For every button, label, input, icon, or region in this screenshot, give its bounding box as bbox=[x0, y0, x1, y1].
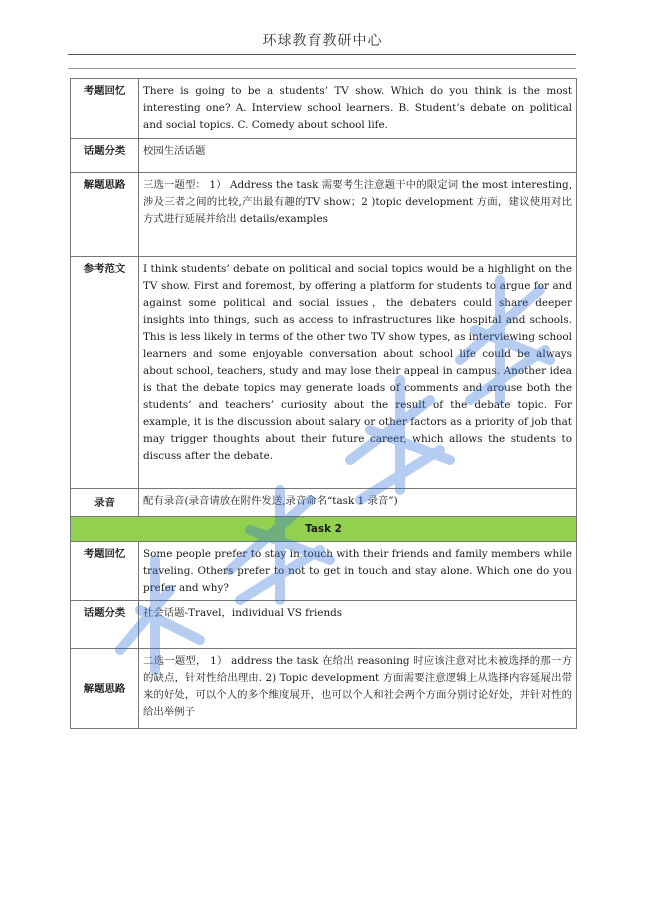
table-row bbox=[71, 257, 577, 489]
row-content-recording: 配有录音(录音请放在附件发送,录音命名“task 1 录音”) bbox=[139, 489, 577, 517]
row-content-approach-2: 二选一题型， 1） address the task 在给出 reasoning 时应该注意对比未被选择的那一方的缺点，针对性给出理由. 2) Topic development 方面需要注意逻辑上从选择内容延展出带来的好处，可以个人的多个维度展开，也可以个人和社会两个方面分别讨论好处，并针对性的给出举例子 bbox=[139, 649, 577, 729]
page-header-title: 环球教育教研中心 bbox=[262, 33, 383, 49]
row-label-approach-2: 解题思路 bbox=[71, 649, 139, 729]
row-content-recall: There is going to be a students’ TV show. Which do you think is the most interesting one? A. Interview school learners. B. Student’s debate on political and social topics. C. Comedy about school life. bbox=[139, 79, 577, 139]
table-row bbox=[71, 517, 577, 542]
table-row bbox=[71, 649, 577, 729]
table-row bbox=[71, 139, 577, 173]
task-table bbox=[70, 78, 577, 729]
row-label-recording: 录音 bbox=[71, 489, 139, 517]
row-label-approach: 解题思路 bbox=[71, 173, 139, 257]
row-label-category: 话题分类 bbox=[71, 139, 139, 173]
table-row bbox=[71, 489, 577, 517]
table-row bbox=[71, 601, 577, 649]
header-divider bbox=[68, 54, 576, 55]
table-row bbox=[71, 79, 577, 139]
header-divider-secondary bbox=[68, 68, 576, 69]
row-label-category-2: 话题分类 bbox=[71, 601, 139, 649]
table-row bbox=[71, 542, 577, 601]
row-content-recall-2: Some people prefer to stay in touch with their friends and family members while traveling. Others prefer to not to get in touch and stay alone. Which one do you prefer and why? bbox=[139, 542, 577, 601]
row-label-recall: 考题回忆 bbox=[71, 79, 139, 139]
row-content-category-2: 社会话题-Travel，individual VS friends bbox=[139, 601, 577, 649]
row-label-recall-2: 考题回忆 bbox=[71, 542, 139, 601]
row-content-category: 校园生活话题 bbox=[139, 139, 577, 173]
row-label-sample: 参考范文 bbox=[71, 257, 139, 489]
table-row bbox=[71, 173, 577, 257]
task2-header: Task 2 bbox=[71, 517, 577, 542]
row-content-approach: 三选一题型： 1） Address the task 需要考生注意题干中的限定词 the most interesting,涉及三者之间的比较,产出最有趣的TV show；2 )topic development 方面，建议使用对比方式进行延展并给出 details/examples bbox=[139, 173, 577, 257]
row-content-sample: I think students’ debate on political and social topics would be a highlight on the TV show. First and foremost, by offering a platform for students to argue for and against some political and social issues，the debaters could share deeper insights into things, such as access to infrastructures like hospital and schools. This is less likely in terms of the other two TV show types, as interviewing school learners and some enjoyable conversation about school life could be always about school, teachers, study and may lose their appeal in campus. Another idea is that the debate topics may generate loads of comments and arouse both the students’ and teachers’ curiosity about the result of the debate topic. For example, it is the discussion about salary or other factors as a priority of job that may trigger thoughts about their future career, which allows the students to discuss after the debate. bbox=[139, 257, 577, 489]
